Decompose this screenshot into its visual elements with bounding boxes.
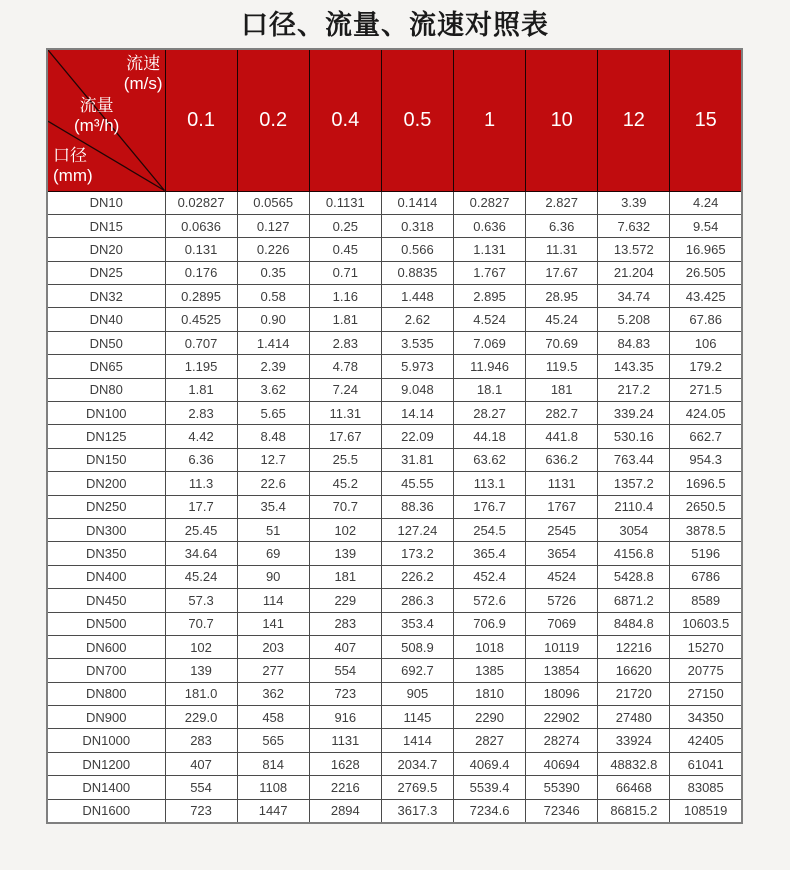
row-header-dn: DN800 [47, 682, 165, 705]
table-cell: 2769.5 [381, 776, 453, 799]
table-cell: 0.176 [165, 261, 237, 284]
table-cell: 11.3 [165, 472, 237, 495]
row-header-dn: DN300 [47, 518, 165, 541]
table-cell: 106 [670, 331, 742, 354]
table-cell: 554 [165, 776, 237, 799]
table-cell: 2110.4 [598, 495, 670, 518]
row-header-dn: DN1400 [47, 776, 165, 799]
table-cell: 441.8 [526, 425, 598, 448]
table-cell: 4.78 [309, 355, 381, 378]
table-cell: 814 [237, 752, 309, 775]
table-cell: 1.767 [454, 261, 526, 284]
table-row [47, 776, 742, 799]
table-cell: 0.2895 [165, 285, 237, 308]
table-cell: 0.02827 [165, 191, 237, 214]
table-cell: 1.195 [165, 355, 237, 378]
table-cell: 119.5 [526, 355, 598, 378]
table-cell: 0.127 [237, 214, 309, 237]
row-header-dn: DN350 [47, 542, 165, 565]
velocity-header-cell: 15 [670, 49, 742, 191]
table-cell: 0.707 [165, 331, 237, 354]
table-cell: 0.8835 [381, 261, 453, 284]
table-cell: 11.31 [526, 238, 598, 261]
table-cell: 572.6 [454, 589, 526, 612]
table-cell: 692.7 [381, 659, 453, 682]
table-cell: 11.946 [454, 355, 526, 378]
table-cell: 6786 [670, 565, 742, 588]
table-cell: 20775 [670, 659, 742, 682]
table-cell: 763.44 [598, 448, 670, 471]
table-cell: 0.25 [309, 214, 381, 237]
velocity-header-cell: 0.5 [381, 49, 453, 191]
table-cell: 12216 [598, 635, 670, 658]
table-cell: 55390 [526, 776, 598, 799]
table-cell: 34.74 [598, 285, 670, 308]
table-cell: 5726 [526, 589, 598, 612]
table-cell: 4.24 [670, 191, 742, 214]
row-header-dn: DN200 [47, 472, 165, 495]
table-cell: 0.1414 [381, 191, 453, 214]
table-cell: 45.55 [381, 472, 453, 495]
flow-unit-text: (m³/h) [74, 116, 120, 136]
table-cell: 723 [165, 799, 237, 822]
table-cell: 636.2 [526, 448, 598, 471]
corner-cell [47, 49, 165, 191]
table-row [47, 402, 742, 425]
header-row [47, 49, 742, 191]
table-cell: 22.09 [381, 425, 453, 448]
table-cell: 0.1131 [309, 191, 381, 214]
table-cell: 25.45 [165, 518, 237, 541]
table-cell: 14.14 [381, 402, 453, 425]
table-cell: 48832.8 [598, 752, 670, 775]
table-row [47, 589, 742, 612]
table-cell: 179.2 [670, 355, 742, 378]
table-cell: 27150 [670, 682, 742, 705]
row-header-dn: DN400 [47, 565, 165, 588]
table-cell: 27480 [598, 706, 670, 729]
table-cell: 5539.4 [454, 776, 526, 799]
table-cell: 15270 [670, 635, 742, 658]
table-cell: 407 [165, 752, 237, 775]
table-cell: 7069 [526, 612, 598, 635]
flow-label-text: 流量 [79, 96, 114, 115]
table-cell: 508.9 [381, 635, 453, 658]
table-cell: 108519 [670, 799, 742, 822]
table-row [47, 331, 742, 354]
table-cell: 1810 [454, 682, 526, 705]
table-cell: 3.535 [381, 331, 453, 354]
table-cell: 86815.2 [598, 799, 670, 822]
table-cell: 7.069 [454, 331, 526, 354]
table-cell: 3878.5 [670, 518, 742, 541]
table-cell: 28274 [526, 729, 598, 752]
velocity-header-cell: 0.4 [309, 49, 381, 191]
table-cell: 4.524 [454, 308, 526, 331]
velocity-label-text: 流速 [126, 54, 161, 73]
table-row [47, 729, 742, 752]
table-cell: 70.7 [165, 612, 237, 635]
table-cell: 1414 [381, 729, 453, 752]
row-header-dn: DN50 [47, 331, 165, 354]
table-row [47, 285, 742, 308]
table-cell: 2.827 [526, 191, 598, 214]
table-cell: 181 [309, 565, 381, 588]
table-cell: 4.42 [165, 425, 237, 448]
table-row [47, 612, 742, 635]
table-cell: 34350 [670, 706, 742, 729]
table-cell: 0.636 [454, 214, 526, 237]
table-row [47, 518, 742, 541]
table-cell: 18.1 [454, 378, 526, 401]
table-cell: 0.0636 [165, 214, 237, 237]
table-cell: 13854 [526, 659, 598, 682]
table-body [47, 191, 742, 823]
table-cell: 0.131 [165, 238, 237, 261]
table-cell: 2827 [454, 729, 526, 752]
table-cell: 282.7 [526, 402, 598, 425]
table-cell: 8484.8 [598, 612, 670, 635]
table-cell: 26.505 [670, 261, 742, 284]
table-cell: 4069.4 [454, 752, 526, 775]
table-cell: 1767 [526, 495, 598, 518]
table-cell: 8589 [670, 589, 742, 612]
table-row [47, 752, 742, 775]
table-cell: 102 [165, 635, 237, 658]
table-row [47, 214, 742, 237]
table-cell: 1.448 [381, 285, 453, 308]
table-cell: 139 [309, 542, 381, 565]
velocity-header-cell: 1 [454, 49, 526, 191]
table-cell: 181.0 [165, 682, 237, 705]
table-cell: 13.572 [598, 238, 670, 261]
table-row [47, 659, 742, 682]
table-cell: 203 [237, 635, 309, 658]
table-row [47, 706, 742, 729]
table-cell: 42405 [670, 729, 742, 752]
table-cell: 6.36 [526, 214, 598, 237]
table-cell: 17.7 [165, 495, 237, 518]
table-cell: 16.965 [670, 238, 742, 261]
table-cell: 0.58 [237, 285, 309, 308]
corner-velocity-label [124, 54, 163, 94]
table-cell: 1447 [237, 799, 309, 822]
table-cell: 69 [237, 542, 309, 565]
table-cell: 66468 [598, 776, 670, 799]
row-header-dn: DN10 [47, 191, 165, 214]
table-cell: 173.2 [381, 542, 453, 565]
table-cell: 1385 [454, 659, 526, 682]
table-cell: 229.0 [165, 706, 237, 729]
table-cell: 0.4525 [165, 308, 237, 331]
table-cell: 2034.7 [381, 752, 453, 775]
table-cell: 12.7 [237, 448, 309, 471]
table-cell: 10603.5 [670, 612, 742, 635]
table-cell: 113.1 [454, 472, 526, 495]
table-cell: 21720 [598, 682, 670, 705]
table-cell: 1108 [237, 776, 309, 799]
table-cell: 84.83 [598, 331, 670, 354]
table-cell: 5196 [670, 542, 742, 565]
row-header-dn: DN1600 [47, 799, 165, 822]
table-cell: 0.226 [237, 238, 309, 261]
table-cell: 1.81 [165, 378, 237, 401]
table-cell: 21.204 [598, 261, 670, 284]
table-cell: 226.2 [381, 565, 453, 588]
row-header-dn: DN450 [47, 589, 165, 612]
table-cell: 0.0565 [237, 191, 309, 214]
table-cell: 452.4 [454, 565, 526, 588]
table-cell: 139 [165, 659, 237, 682]
row-header-dn: DN15 [47, 214, 165, 237]
row-header-dn: DN40 [47, 308, 165, 331]
table-cell: 9.048 [381, 378, 453, 401]
table-cell: 0.566 [381, 238, 453, 261]
row-header-dn: DN250 [47, 495, 165, 518]
row-header-dn: DN125 [47, 425, 165, 448]
velocity-header-cell: 0.1 [165, 49, 237, 191]
table-cell: 3054 [598, 518, 670, 541]
table-cell: 10119 [526, 635, 598, 658]
table-cell: 7.24 [309, 378, 381, 401]
table-cell: 17.67 [309, 425, 381, 448]
table-cell: 217.2 [598, 378, 670, 401]
table-cell: 0.90 [237, 308, 309, 331]
table-cell: 362 [237, 682, 309, 705]
table-cell: 4524 [526, 565, 598, 588]
row-header-dn: DN20 [47, 238, 165, 261]
table-cell: 44.18 [454, 425, 526, 448]
table-cell: 3.39 [598, 191, 670, 214]
table-row [47, 682, 742, 705]
table-cell: 706.9 [454, 612, 526, 635]
table-cell: 1.131 [454, 238, 526, 261]
table-cell: 61041 [670, 752, 742, 775]
table-row [47, 261, 742, 284]
table-cell: 1.414 [237, 331, 309, 354]
table-cell: 1.81 [309, 308, 381, 331]
table-cell: 254.5 [454, 518, 526, 541]
table-cell: 63.62 [454, 448, 526, 471]
table-cell: 45.24 [165, 565, 237, 588]
table-cell: 6.36 [165, 448, 237, 471]
diameter-label-text: 口径 [53, 146, 87, 166]
diameter-unit-text: (mm) [53, 166, 93, 186]
table-row [47, 565, 742, 588]
corner-diameter-label [53, 146, 93, 186]
table-cell: 40694 [526, 752, 598, 775]
table-cell: 88.36 [381, 495, 453, 518]
table-row [47, 191, 742, 214]
table-cell: 530.16 [598, 425, 670, 448]
row-header-dn: DN1200 [47, 752, 165, 775]
table-cell: 8.48 [237, 425, 309, 448]
table-row [47, 425, 742, 448]
table-cell: 1131 [309, 729, 381, 752]
table-cell: 1357.2 [598, 472, 670, 495]
table-cell: 229 [309, 589, 381, 612]
table-row [47, 542, 742, 565]
table-cell: 72346 [526, 799, 598, 822]
table-cell: 1018 [454, 635, 526, 658]
table-cell: 43.425 [670, 285, 742, 308]
table-cell: 7234.6 [454, 799, 526, 822]
table-cell: 57.3 [165, 589, 237, 612]
table-cell: 31.81 [381, 448, 453, 471]
table-row [47, 378, 742, 401]
table-cell: 286.3 [381, 589, 453, 612]
table-cell: 5.973 [381, 355, 453, 378]
table-cell: 176.7 [454, 495, 526, 518]
table-cell: 127.24 [381, 518, 453, 541]
table-cell: 141 [237, 612, 309, 635]
table-cell: 67.86 [670, 308, 742, 331]
table-cell: 424.05 [670, 402, 742, 425]
table-cell: 271.5 [670, 378, 742, 401]
table-cell: 2894 [309, 799, 381, 822]
table-cell: 0.35 [237, 261, 309, 284]
table-cell: 22902 [526, 706, 598, 729]
table-cell: 916 [309, 706, 381, 729]
velocity-header-cell: 12 [598, 49, 670, 191]
table-cell: 3.62 [237, 378, 309, 401]
table-cell: 9.54 [670, 214, 742, 237]
table-cell: 45.24 [526, 308, 598, 331]
page-title: 口径、流量、流速对照表 [241, 10, 549, 40]
table-cell: 25.5 [309, 448, 381, 471]
table-row [47, 238, 742, 261]
row-header-dn: DN100 [47, 402, 165, 425]
row-header-dn: DN65 [47, 355, 165, 378]
table-row [47, 308, 742, 331]
row-header-dn: DN1000 [47, 729, 165, 752]
table-cell: 2.895 [454, 285, 526, 308]
table-cell: 283 [309, 612, 381, 635]
table-cell: 102 [309, 518, 381, 541]
table-cell: 2290 [454, 706, 526, 729]
table-cell: 458 [237, 706, 309, 729]
table-cell: 1628 [309, 752, 381, 775]
table-cell: 2.83 [309, 331, 381, 354]
table-cell: 0.2827 [454, 191, 526, 214]
velocity-unit-text: (m/s) [123, 74, 163, 94]
table-cell: 18096 [526, 682, 598, 705]
table-cell: 662.7 [670, 425, 742, 448]
table-cell: 51 [237, 518, 309, 541]
row-header-dn: DN25 [47, 261, 165, 284]
table-cell: 181 [526, 378, 598, 401]
table-row [47, 799, 742, 822]
table-cell: 2650.5 [670, 495, 742, 518]
table-cell: 339.24 [598, 402, 670, 425]
table-cell: 83085 [670, 776, 742, 799]
table-cell: 22.6 [237, 472, 309, 495]
table-cell: 90 [237, 565, 309, 588]
table-cell: 5.65 [237, 402, 309, 425]
table-cell: 5428.8 [598, 565, 670, 588]
table-cell: 1.16 [309, 285, 381, 308]
table-cell: 70.7 [309, 495, 381, 518]
table-cell: 365.4 [454, 542, 526, 565]
table-cell: 1696.5 [670, 472, 742, 495]
table-cell: 1131 [526, 472, 598, 495]
table-cell: 723 [309, 682, 381, 705]
table-cell: 4156.8 [598, 542, 670, 565]
table-cell: 3654 [526, 542, 598, 565]
table-cell: 17.67 [526, 261, 598, 284]
table-cell: 0.71 [309, 261, 381, 284]
table-cell: 34.64 [165, 542, 237, 565]
velocity-header-cell: 10 [526, 49, 598, 191]
corner-flow-label [74, 96, 119, 136]
table-row [47, 472, 742, 495]
table-cell: 277 [237, 659, 309, 682]
table-cell: 2.83 [165, 402, 237, 425]
table-cell: 2.39 [237, 355, 309, 378]
table-cell: 3617.3 [381, 799, 453, 822]
table-cell: 45.2 [309, 472, 381, 495]
table-cell: 407 [309, 635, 381, 658]
table-cell: 353.4 [381, 612, 453, 635]
table-row [47, 448, 742, 471]
row-header-dn: DN150 [47, 448, 165, 471]
table-cell: 554 [309, 659, 381, 682]
row-header-dn: DN32 [47, 285, 165, 308]
table-row [47, 635, 742, 658]
table-cell: 0.45 [309, 238, 381, 261]
flow-comparison-table [46, 48, 743, 824]
table-cell: 6871.2 [598, 589, 670, 612]
table-row [47, 355, 742, 378]
table-cell: 33924 [598, 729, 670, 752]
table-cell: 905 [381, 682, 453, 705]
table-row [47, 495, 742, 518]
table-cell: 5.208 [598, 308, 670, 331]
table-cell: 70.69 [526, 331, 598, 354]
table-cell: 28.27 [454, 402, 526, 425]
table-cell: 2.62 [381, 308, 453, 331]
table-cell: 16620 [598, 659, 670, 682]
table-cell: 28.95 [526, 285, 598, 308]
row-header-dn: DN700 [47, 659, 165, 682]
table-cell: 114 [237, 589, 309, 612]
row-header-dn: DN80 [47, 378, 165, 401]
table-cell: 565 [237, 729, 309, 752]
table-cell: 2545 [526, 518, 598, 541]
row-header-dn: DN900 [47, 706, 165, 729]
table-cell: 11.31 [309, 402, 381, 425]
table-cell: 1145 [381, 706, 453, 729]
table-cell: 0.318 [381, 214, 453, 237]
table-cell: 954.3 [670, 448, 742, 471]
table-cell: 283 [165, 729, 237, 752]
table-cell: 143.35 [598, 355, 670, 378]
table-cell: 2216 [309, 776, 381, 799]
velocity-header-cell: 0.2 [237, 49, 309, 191]
row-header-dn: DN600 [47, 635, 165, 658]
table-cell: 7.632 [598, 214, 670, 237]
row-header-dn: DN500 [47, 612, 165, 635]
table-cell: 35.4 [237, 495, 309, 518]
